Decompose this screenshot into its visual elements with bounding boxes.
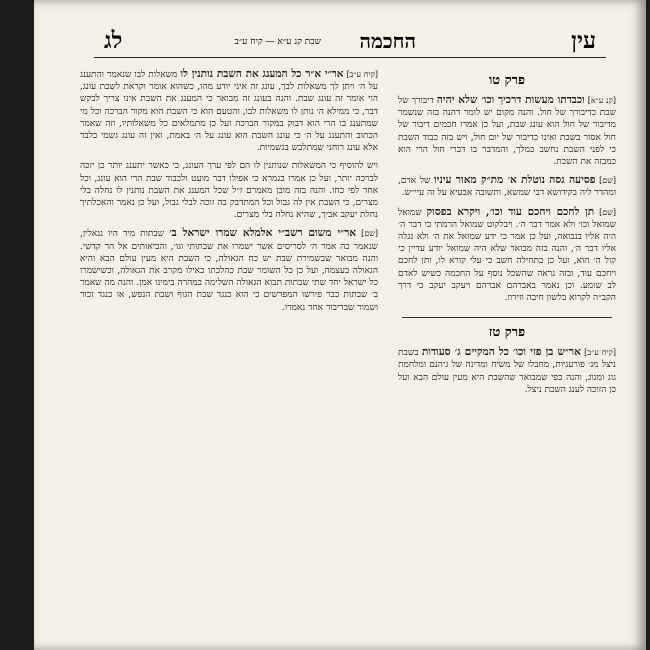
commentary-paragraph — [398, 94, 616, 168]
paragraph-text: של אדם, ומהדר ליה בקידושא דבי שמשא, ותשובה אבעיא על זה עיי״ש. — [398, 176, 616, 199]
header-book-title: החכמה — [359, 29, 416, 53]
commentary-paragraph — [80, 227, 378, 313]
paragraph-text: ויש להוסיף כי המשאלות שנותנין לו הם לפי ערך העונג, כי כאשר יתענג יותר כן יזכה לברכה יותר, ועל כן אמרו בגמרא כי אפילו דבר מועט ולכבוד שבת הרי הוא עונג, וכל אחד לפי כחו. והנה בזה מובן מאמרם ז״ל שכל המענג את השבת נותנין לו נחלה בלי מצרים, כי השבת אין לה גבול וכל המתדבק בה זוכה לבלי גבול, ועל כן נאמר והאכלתיך נחלת יעקב אביך, שהיא נחלה בלי מצרים. — [80, 161, 378, 221]
header-running-word: עין — [571, 27, 596, 54]
commentary-paragraph — [80, 160, 378, 221]
source-reference: [קיח ע״ב] — [346, 70, 378, 79]
lemma-heading: אר״י א״ר כל המענג את השבת נותנין לו — [180, 68, 344, 80]
lemma-heading: אר״ש בן פזי וכו׳ כל המקיים ג׳ סעודות — [421, 346, 581, 359]
lemma-heading: וכבדתו מעשות דרכיך וכו׳ שלא יהיה — [436, 94, 585, 106]
source-reference: [קיח ע״ב] — [584, 348, 616, 358]
commentary-paragraph — [398, 206, 616, 305]
left-text-column — [80, 68, 378, 643]
paragraph-text: שבתות מיד היו נגאלין, שנאמר כה אמר ה׳ לסריסים אשר ישמרו את שבתותי וגו׳, והביאותים אל הר קדשי. והנה מבואר שבשמירת שבת יש כח הגאולה, כי השבת היא מעין עולם הבא והיא הגאולה בעצמה, ועל כן כל השומר שבת כהלכתו כאילו מקרב את הגאולה, וכשישמרו כל ישראל יחד שתי שבתות תבוא הגאולה השלימה במהרה בימינו אמן. והנה מה שאמר ב׳ שבתות כבר פירשו המפרשים כי הוא כנגד שבת הגוף ושבת הנפש, או כנגד זכור ושמור שבדיבור אחד נאמרו. — [80, 229, 378, 313]
book-page — [34, 0, 646, 650]
paragraph-text: שמואל שמואל וכו׳ ולא אמר דבר ה׳. ויבלקוט שמואל הרמתי כי דבר ה׳ היה אליו בנבואה, ועל כן אמר כי ידע שמואל את ה׳ ולא נגלה אליו דבר ה׳, והנה בזה מבואר שלא היה שמואל יודע עדיין כי קול ה׳ הוא, ועל כן בתחילה חשב כי עלי קורא לו, ותן לחכם ויחכם עוד, ובזה נראה שהשכל נוסף על החכמה כשיש לאדם לב שומע. וכן נאמר באברהם אברהם ויעקב יעקב כי דרך הקב״ה לקרוא בלשון חיבה וזירוז. — [398, 207, 616, 304]
paragraph-text: דיבורך של שבת כדיבורך של חול. והנה מקום יש לומר דהנה בזה שנשמר מדיבור של חול הוא עונג שבת, ועל כן אמרו חכמים דיבור של חול אסור בשבת ואינו כדיבור של יום חול, ויש בזה כבוד השבת כי לפני השבת נחשב כמלך, והמדבר בו דברי חול הרי הוא כמבזה את השבת. — [398, 96, 616, 168]
right-text-column — [398, 68, 616, 643]
paragraph-text: משאלות לבו שנאמר והתענג על ה׳ ויתן לך משאלות לבך, עונג זה איני יודע מהו, כשהוא אומר וקראת לשבת עונג, הוי אומר זה עונג שבת. והנה בעונג זה מבואר כי המענג את השבת אינו צריך לבקש דבר, כי ממילא ה׳ נותן לו משאלות לבו, והטעם הוא כי השבת הוא מקור הברכה וכל מי שמתענג בו הרי הוא דבוק במקור הברכה ועל כן מתמלאים כל משאלותיו, וזה שאמר הכתוב והתענג על ה׳ כי עונג השבת הוא עונג על ה׳ באמת, ואין זה עונג גשמי בלבד אלא עונג רוחני שמתלבש בגשמיות. — [80, 70, 378, 154]
commentary-paragraph — [398, 346, 616, 396]
commentary-paragraph — [80, 68, 378, 154]
source-reference: [שם] — [599, 207, 616, 217]
chapter-heading: פרק טו — [488, 73, 526, 88]
section-divider — [402, 310, 612, 318]
paragraph-text: בשבת ניצל מג׳ פורעניות, מחבלו של משיח ומדינה של גיהנם ומלחמת גוג ומגוג, והנה כפי שמבואר שהשבת היא מעין עולם הבא ועל כן הזוכה לענג השבת ניצל. — [398, 348, 616, 395]
page-header — [94, 27, 606, 58]
lemma-heading: פסיעה גסה נוטלת א׳ מת״ק מאור עיניו — [433, 174, 596, 187]
chapter-heading: פרק טז — [488, 325, 526, 341]
page-number: לג — [104, 27, 123, 54]
source-reference: [שם] — [361, 229, 378, 239]
commentary-paragraph — [398, 174, 616, 199]
source-reference: [שם] — [599, 176, 616, 186]
lemma-heading: אר״י משום רשב״י אלמלא שמרו ישראל ב׳ — [169, 227, 356, 240]
lemma-heading: תן לחכם ויחכם עוד וכו׳, ויקרא בפסוק — [426, 205, 595, 218]
source-reference: [קנ ע״א] — [587, 96, 616, 105]
header-tractate-reference: שבת קנ ע״א — קיח ע״ב — [234, 37, 321, 47]
